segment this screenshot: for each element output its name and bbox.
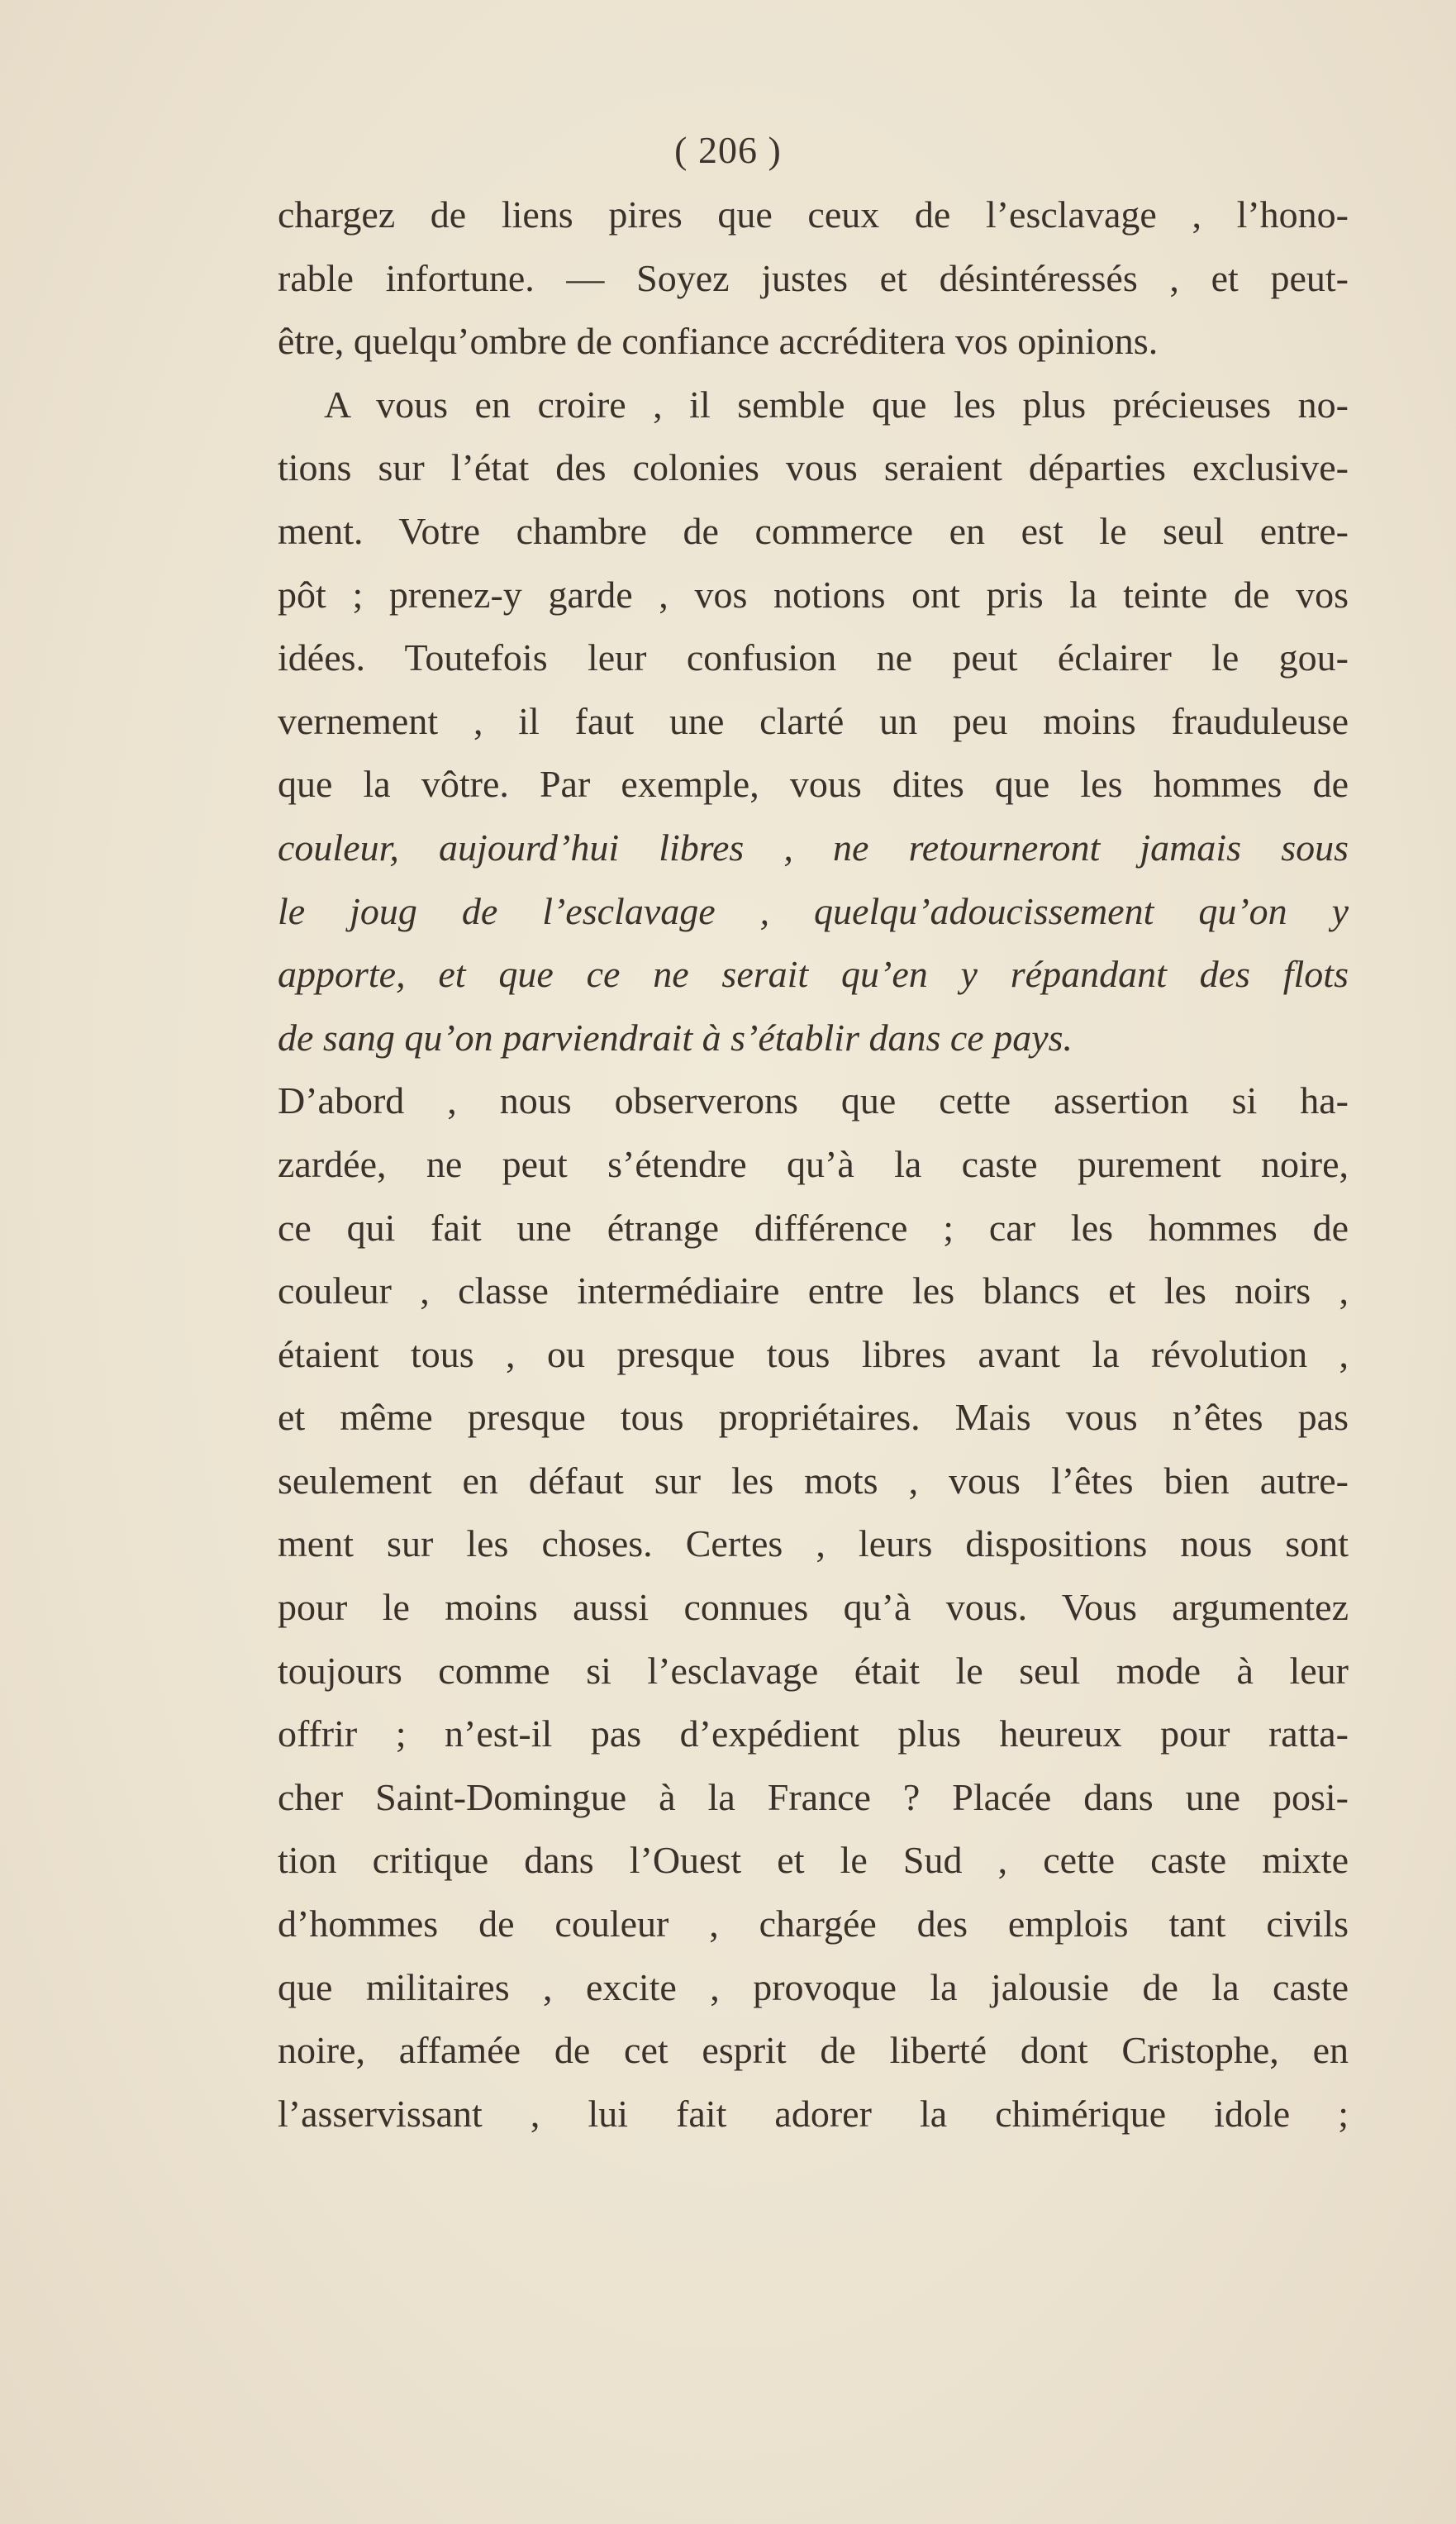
text-line: rable infortune. — Soyez justes et désintéressés , et peut- — [278, 256, 1349, 299]
text-line: seulement en défaut sur les mots , vous l’êtes bien autre- — [278, 1459, 1349, 1502]
text-line: que militaires , excite , provoque la jalousie de la caste — [278, 1965, 1349, 2008]
body-text — [278, 183, 1349, 2145]
text-line: et même presque tous propriétaires. Mais vous n’êtes pas — [278, 1396, 1349, 1439]
text-line: D’abord , nous observerons que cette assertion si ha- — [278, 1079, 1349, 1122]
text-line: apporte, et que ce ne serait qu’en y répandant des flots — [278, 953, 1349, 996]
text-line: que la vôtre. Par exemple, vous dites que les hommes de — [278, 763, 1349, 806]
text-line: d’hommes de couleur , chargée des emplois tant civils — [278, 1903, 1349, 1945]
text-line: le joug de l’esclavage , quelqu’adoucissement qu’on y — [278, 889, 1349, 932]
text-line: tions sur l’état des colonies vous seraient départies exclusive- — [278, 446, 1349, 489]
text-line: tion critique dans l’Ouest et le Sud , cette caste mixte — [278, 1839, 1349, 1882]
text-line: couleur , classe intermédiaire entre les blancs et les noirs , — [278, 1269, 1349, 1312]
text-line: étaient tous , ou presque tous libres avant la révolution , — [278, 1332, 1349, 1375]
text-line: noire, affamée de cet esprit de liberté dont Cristophe, en — [278, 2029, 1349, 2072]
text-line: pôt ; prenez-y garde , vos notions ont pris la teinte de vos — [278, 573, 1349, 616]
text-line: A vous en croire , il semble que les plus précieuses no- — [324, 383, 1349, 426]
text-line: pour le moins aussi connues qu’à vous. Vous argumentez — [278, 1586, 1349, 1629]
text-line: ment. Votre chambre de commerce en est le seul entre- — [278, 509, 1349, 552]
text-line: cher Saint-Domingue à la France ? Placée dans une posi- — [278, 1775, 1349, 1818]
text-line: toujours comme si l’esclavage était le seul mode à leur — [278, 1649, 1349, 1692]
text-line: l’asservissant , lui fait adorer la chimérique idole ; — [278, 2092, 1349, 2135]
text-line: de sang qu’on parviendrait à s’établir dans ce pays. — [278, 1016, 1073, 1059]
text-line: offrir ; n’est-il pas d’expédient plus heureux pour ratta- — [278, 1712, 1349, 1755]
page-number: ( 206 ) — [674, 129, 782, 171]
text-line: ce qui fait une étrange différence ; car les hommes de — [278, 1206, 1349, 1249]
text-line: vernement , il faut une clarté un peu moins frauduleuse — [278, 699, 1349, 742]
text-line: chargez de liens pires que ceux de l’esclavage , l’hono- — [278, 193, 1349, 236]
text-line: être, quelqu’ombre de confiance accréditera vos opinions. — [278, 320, 1159, 363]
text-line: couleur, aujourd’hui libres , ne retourneront jamais sous — [278, 826, 1349, 869]
text-line: zardée, ne peut s’étendre qu’à la caste purement noire, — [278, 1142, 1349, 1185]
text-line: idées. Toutefois leur confusion ne peut éclairer le gou- — [278, 636, 1349, 679]
text-line: ment sur les choses. Certes , leurs dispositions nous sont — [278, 1522, 1349, 1565]
